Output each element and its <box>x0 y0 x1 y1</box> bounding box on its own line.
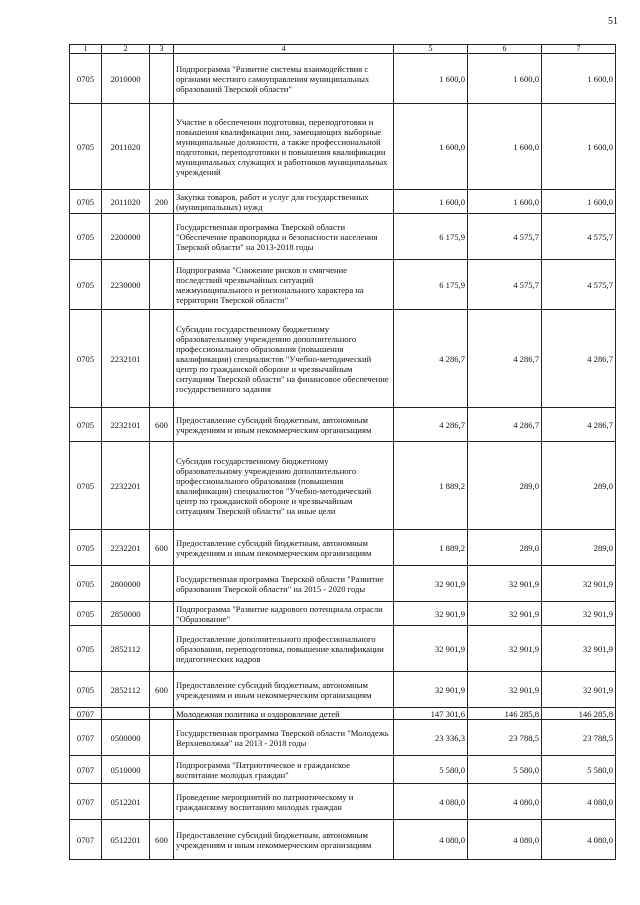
expense-type: 600 <box>150 672 174 708</box>
amount-col-7: 1 600,0 <box>542 104 616 190</box>
amount-col-6: 146 285,8 <box>468 708 542 720</box>
amount-col-6: 4 286,7 <box>468 310 542 408</box>
amount-col-7: 32 901,9 <box>542 566 616 602</box>
table-row <box>70 602 616 626</box>
item-description: Закупка товаров, работ и услуг для государственных (муниципальных) нужд <box>174 190 394 214</box>
section-code: 0707 <box>70 756 102 784</box>
amount-col-7: 289,0 <box>542 442 616 530</box>
table-row <box>70 260 616 310</box>
target-code: 2011020 <box>102 190 150 214</box>
table-row <box>70 442 616 530</box>
amount-col-6: 5 580,0 <box>468 756 542 784</box>
item-description: Государственная программа Тверской области "Молодежь Верхневолжья" на 2013 - 2018 годы <box>174 720 394 756</box>
expense-type <box>150 566 174 602</box>
header-col-1: 1 <box>70 45 102 54</box>
item-description: Подпрограмма "Снижение рисков и смягчение последствий чрезвычайных ситуаций межмуниципального и регионального характера на территории Тверской области" <box>174 260 394 310</box>
table-row <box>70 708 616 720</box>
amount-col-6: 1 600,0 <box>468 54 542 104</box>
item-description: Предоставление субсидий бюджетным, автономным учреждениям и иным некоммерческим организациям <box>174 820 394 860</box>
table-row <box>70 820 616 860</box>
header-col-4: 4 <box>174 45 394 54</box>
amount-col-5: 4 080,0 <box>394 784 468 820</box>
target-code: 2232101 <box>102 310 150 408</box>
item-description: Субсидия государственному бюджетному образовательному учреждению дополнительного профессионального образования (повышения квалификации) специалистов "Учебно-методический центр по гражданской обороне и чрезвычайным ситуациям Тверской области" на иные цели <box>174 442 394 530</box>
amount-col-6: 32 901,9 <box>468 626 542 672</box>
amount-col-5: 4 286,7 <box>394 408 468 442</box>
amount-col-7: 4 080,0 <box>542 784 616 820</box>
amount-col-7: 23 788,5 <box>542 720 616 756</box>
expense-type <box>150 104 174 190</box>
amount-col-5: 6 175,9 <box>394 214 468 260</box>
section-code: 0707 <box>70 820 102 860</box>
amount-col-5: 1 889,2 <box>394 442 468 530</box>
table-row <box>70 190 616 214</box>
expense-type <box>150 214 174 260</box>
section-code: 0705 <box>70 672 102 708</box>
amount-col-7: 4 286,7 <box>542 408 616 442</box>
expense-type <box>150 626 174 672</box>
expense-type <box>150 260 174 310</box>
amount-col-6: 32 901,9 <box>468 602 542 626</box>
section-code: 0707 <box>70 720 102 756</box>
page-number: 51 <box>608 16 618 27</box>
section-code: 0707 <box>70 708 102 720</box>
amount-col-5: 5 580,0 <box>394 756 468 784</box>
table-row <box>70 626 616 672</box>
section-code: 0705 <box>70 602 102 626</box>
expense-type <box>150 756 174 784</box>
target-code: 2200000 <box>102 214 150 260</box>
target-code: 0500000 <box>102 720 150 756</box>
amount-col-7: 32 901,9 <box>542 672 616 708</box>
target-code <box>102 708 150 720</box>
amount-col-6: 23 788,5 <box>468 720 542 756</box>
item-description: Государственная программа Тверской области "Развитие образования Тверской области" на 2015 - 2020 годы <box>174 566 394 602</box>
amount-col-7: 32 901,9 <box>542 602 616 626</box>
amount-col-7: 5 580,0 <box>542 756 616 784</box>
amount-col-6: 289,0 <box>468 530 542 566</box>
amount-col-7: 289,0 <box>542 530 616 566</box>
section-code: 0705 <box>70 626 102 672</box>
amount-col-6: 4 286,7 <box>468 408 542 442</box>
target-code: 2011020 <box>102 104 150 190</box>
table-row <box>70 530 616 566</box>
amount-col-6: 4 080,0 <box>468 820 542 860</box>
amount-col-6: 4 575,7 <box>468 214 542 260</box>
expense-type: 600 <box>150 820 174 860</box>
amount-col-7: 4 575,7 <box>542 214 616 260</box>
section-code: 0705 <box>70 310 102 408</box>
section-code: 0705 <box>70 260 102 310</box>
amount-col-6: 1 600,0 <box>468 104 542 190</box>
target-code: 2232101 <box>102 408 150 442</box>
amount-col-5: 32 901,9 <box>394 626 468 672</box>
budget-table <box>69 44 616 860</box>
item-description: Подпрограмма "Развитие системы взаимодействия с органами местного самоуправления муниципальных образований Тверской области" <box>174 54 394 104</box>
target-code: 2800000 <box>102 566 150 602</box>
expense-type <box>150 310 174 408</box>
item-description: Государственная программа Тверской области "Обеспечение правопорядка и безопасности населения Тверской области" на 2013-2018 годы <box>174 214 394 260</box>
expense-type: 600 <box>150 530 174 566</box>
target-code: 2232201 <box>102 442 150 530</box>
amount-col-7: 4 286,7 <box>542 310 616 408</box>
amount-col-5: 1 600,0 <box>394 104 468 190</box>
table-row <box>70 566 616 602</box>
section-code: 0705 <box>70 54 102 104</box>
expense-type <box>150 602 174 626</box>
amount-col-6: 32 901,9 <box>468 672 542 708</box>
amount-col-5: 32 901,9 <box>394 602 468 626</box>
section-code: 0705 <box>70 214 102 260</box>
item-description: Предоставление субсидий бюджетным, автономным учреждениям и иным некоммерческим организациям <box>174 672 394 708</box>
amount-col-5: 23 336,3 <box>394 720 468 756</box>
table-row <box>70 672 616 708</box>
amount-col-5: 1 600,0 <box>394 54 468 104</box>
expense-type <box>150 54 174 104</box>
item-description: Субсидии государственному бюджетному образовательному учреждению дополнительного профессионального образования (повышения квалификации) специалистов "Учебно-методический центр по гражданской обороне и чрезвычайным ситуациям Тверской области" на финансовое обеспечение государственного задания <box>174 310 394 408</box>
amount-col-7: 1 600,0 <box>542 54 616 104</box>
section-code: 0705 <box>70 530 102 566</box>
item-description: Предоставление субсидий бюджетным, автономным учреждениям и иным некоммерческим организациям <box>174 408 394 442</box>
expense-type: 600 <box>150 408 174 442</box>
section-code: 0705 <box>70 190 102 214</box>
section-code: 0707 <box>70 784 102 820</box>
target-code: 0512201 <box>102 784 150 820</box>
amount-col-5: 1 600,0 <box>394 190 468 214</box>
item-description: Проведение мероприятий по патриотическому и гражданскому воспитанию молодых граждан <box>174 784 394 820</box>
table-row <box>70 784 616 820</box>
amount-col-5: 4 080,0 <box>394 820 468 860</box>
expense-type: 200 <box>150 190 174 214</box>
table-header-row <box>70 45 616 54</box>
amount-col-5: 6 175,9 <box>394 260 468 310</box>
amount-col-5: 1 889,2 <box>394 530 468 566</box>
amount-col-6: 1 600,0 <box>468 190 542 214</box>
amount-col-6: 32 901,9 <box>468 566 542 602</box>
target-code: 2852112 <box>102 626 150 672</box>
table-row <box>70 104 616 190</box>
amount-col-5: 147 301,6 <box>394 708 468 720</box>
item-description: Предоставление дополнительного профессионального образования, переподготовка, повышение квалификации педагогических кадров <box>174 626 394 672</box>
section-code: 0705 <box>70 104 102 190</box>
item-description: Участие в обеспечении подготовки, переподготовки и повышения квалификации лиц, замещающих выборные муниципальные должности, а также профессиональной подготовки, переподготовки и повышения квалификации муниципальных служащих и работников муниципальных учреждений <box>174 104 394 190</box>
amount-col-7: 32 901,9 <box>542 626 616 672</box>
item-description: Молодежная политика и оздоровление детей <box>174 708 394 720</box>
section-code: 0705 <box>70 408 102 442</box>
amount-col-5: 32 901,9 <box>394 672 468 708</box>
target-code: 0510000 <box>102 756 150 784</box>
expense-type <box>150 784 174 820</box>
table-row <box>70 720 616 756</box>
header-col-2: 2 <box>102 45 150 54</box>
amount-col-7: 4 575,7 <box>542 260 616 310</box>
item-description: Подпрограмма "Развитие кадрового потенциала отрасли "Образование" <box>174 602 394 626</box>
target-code: 2232201 <box>102 530 150 566</box>
amount-col-5: 4 286,7 <box>394 310 468 408</box>
table-row <box>70 408 616 442</box>
amount-col-6: 4 575,7 <box>468 260 542 310</box>
amount-col-6: 4 080,0 <box>468 784 542 820</box>
target-code: 2850000 <box>102 602 150 626</box>
amount-col-6: 289,0 <box>468 442 542 530</box>
table-row <box>70 54 616 104</box>
header-col-6: 6 <box>468 45 542 54</box>
table-row <box>70 214 616 260</box>
item-description: Предоставление субсидий бюджетным, автономным учреждениям и иным некоммерческим организациям <box>174 530 394 566</box>
header-col-3: 3 <box>150 45 174 54</box>
target-code: 2852112 <box>102 672 150 708</box>
target-code: 0512201 <box>102 820 150 860</box>
amount-col-7: 1 600,0 <box>542 190 616 214</box>
expense-type <box>150 442 174 530</box>
expense-type <box>150 720 174 756</box>
amount-col-7: 4 080,0 <box>542 820 616 860</box>
table-row <box>70 310 616 408</box>
expense-type <box>150 708 174 720</box>
section-code: 0705 <box>70 566 102 602</box>
table-row <box>70 756 616 784</box>
header-col-7: 7 <box>542 45 616 54</box>
target-code: 2010000 <box>102 54 150 104</box>
item-description: Подпрограмма "Патриотическое и гражданское воспитание молодых граждан" <box>174 756 394 784</box>
amount-col-7: 146 285,8 <box>542 708 616 720</box>
target-code: 2230000 <box>102 260 150 310</box>
section-code: 0705 <box>70 442 102 530</box>
header-col-5: 5 <box>394 45 468 54</box>
amount-col-5: 32 901,9 <box>394 566 468 602</box>
